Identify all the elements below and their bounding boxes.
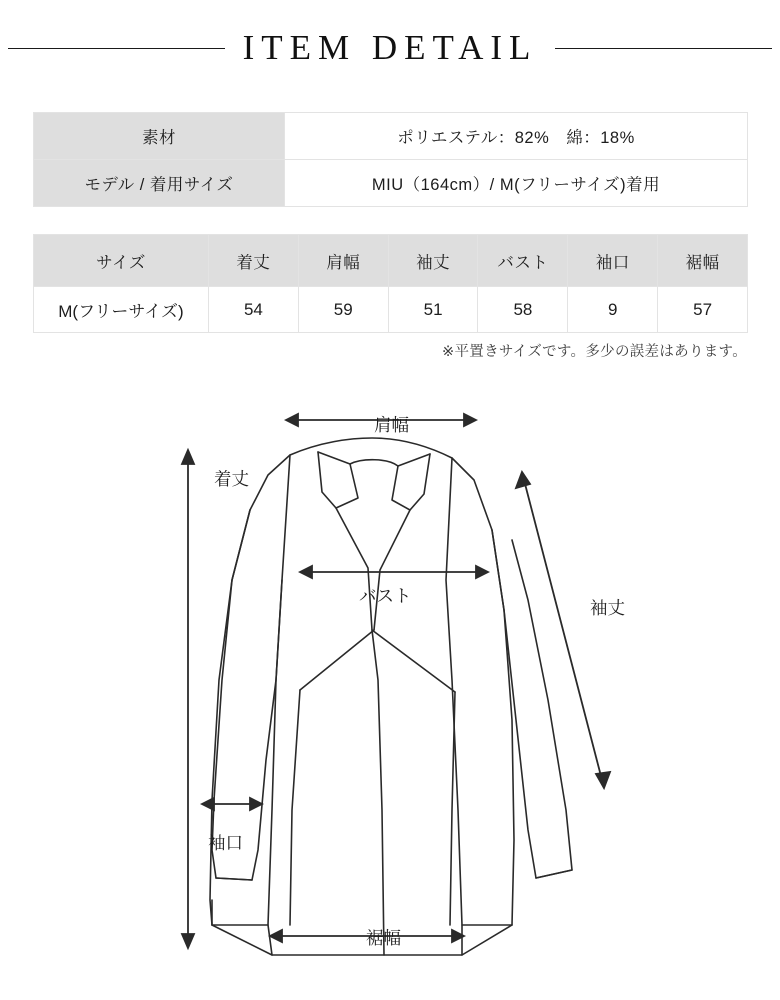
size-header-shoulder: 肩幅 (298, 235, 388, 287)
label-hem: 裾幅 (366, 928, 401, 948)
page-title: ITEM DETAIL (242, 28, 538, 67)
label-shoulder: 肩幅 (374, 415, 409, 435)
label-length: 着丈 (214, 469, 249, 489)
label-bust: バスト (359, 586, 412, 606)
title-rule-left (8, 48, 225, 49)
label-cuff: 袖口 (208, 833, 243, 853)
material-value: ポリエステル：82% 綿：18% (285, 113, 748, 160)
measurement-note: ※平置きサイズです。多少の誤差はあります。 (442, 344, 747, 360)
title-rule-right (555, 48, 772, 49)
size-header-size: サイズ (34, 235, 209, 287)
model-value: MIU（164cm）/ M(フリーサイズ)着用 (285, 160, 748, 207)
size-cell-shoulder: 59 (298, 287, 388, 333)
size-header-sleeve: 袖丈 (388, 235, 478, 287)
size-header-bust: バスト (478, 235, 568, 287)
size-cell-hem: 57 (658, 287, 748, 333)
coat-diagram-svg (0, 380, 780, 980)
size-header-length: 着丈 (209, 235, 299, 287)
size-cell-sleeve: 51 (388, 287, 478, 333)
label-sleeve: 袖丈 (590, 598, 625, 618)
size-header-hem: 裾幅 (658, 235, 748, 287)
size-cell-cuff: 9 (568, 287, 658, 333)
table-row (34, 113, 748, 160)
size-cell-name: M(フリーサイズ) (34, 287, 209, 333)
size-cell-length: 54 (209, 287, 299, 333)
page-title-row (0, 0, 780, 68)
table-row (34, 160, 748, 207)
table-row (34, 287, 748, 333)
garment-measurement-diagram (0, 380, 780, 980)
size-table (33, 234, 748, 333)
material-table (33, 112, 748, 207)
model-label: モデル / 着用サイズ (34, 160, 285, 207)
size-header-cuff: 袖口 (568, 235, 658, 287)
size-cell-bust: 58 (478, 287, 568, 333)
table-header-row (34, 235, 748, 287)
material-label: 素材 (34, 113, 285, 160)
